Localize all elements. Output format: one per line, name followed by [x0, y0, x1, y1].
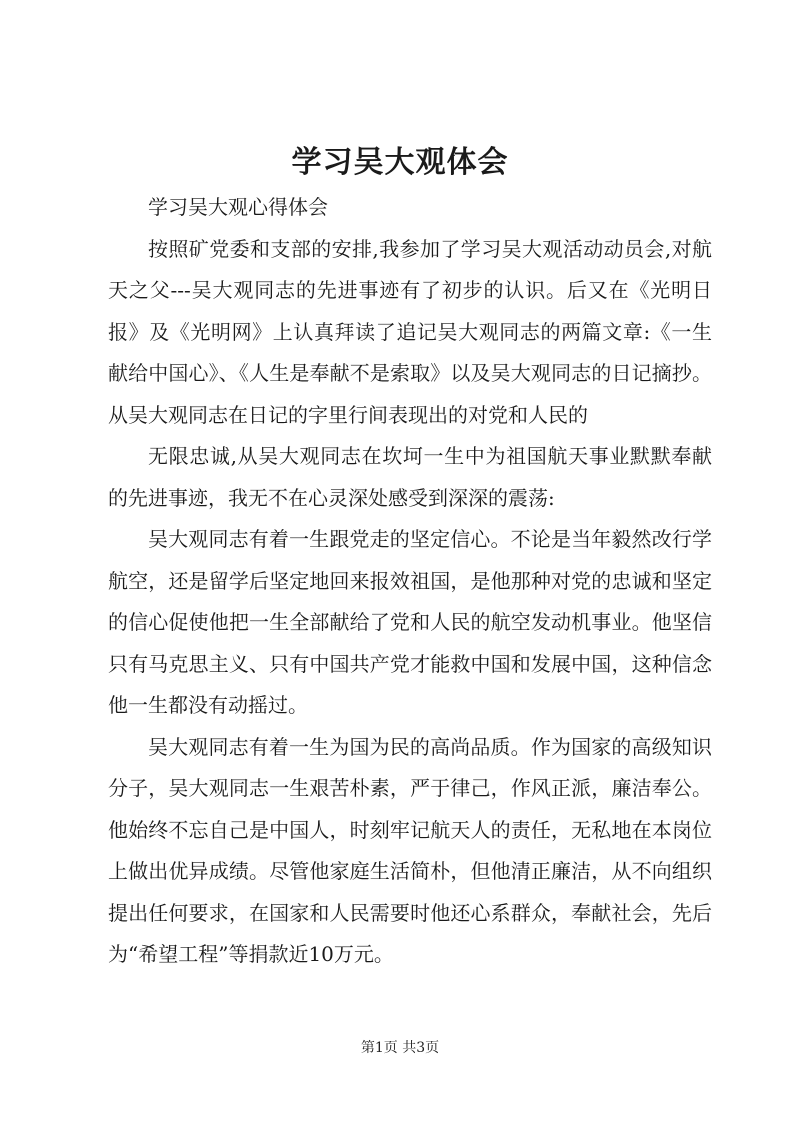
paragraph-4: 吴大观同志有着一生为国为民的高尚品质。作为国家的高级知识分子，吴大观同志一生艰苦朴素，严于律己，作风正派，廉洁奉公。他始终不忘自己是中国人，时刻牢记航天人的责任，无私地在本岗位上做出优异成绩。尽管他家庭生活简朴，但他清正廉洁，从不向组织提出任何要求，在国家和人民需要时他还心系群众，奉献社会，先后为“希望工程”等捐款近10万元。	[108, 734, 712, 966]
paragraph-2: 无限忠诚,从吴大观同志在坎坷一生中为祖国航天事业默默奉献的先进事迹，我无不在心灵深处感受到深深的震荡:	[108, 444, 712, 510]
paragraph-subtitle: 学习吴大观心得体会	[148, 195, 328, 219]
page-footer: 第1页 共3页	[360, 1040, 440, 1056]
paragraph-1: 按照矿党委和支部的安排,我参加了学习吴大观活动动员会,对航天之父---吴大观同志的先进事迹有了初步的认识。后又在《光明日报》及《光明网》上认真拜读了追记吴大观同志的两篇文章:《一生献给中国心》、《人生是奉献不是索取》以及吴大观同志的日记摘抄。从吴大观同志在日记的字里行间表现出的对党和人民的	[108, 236, 712, 427]
paragraph-3: 吴大观同志有着一生跟党走的坚定信心。不论是当年毅然改行学航空，还是留学后坚定地回来报效祖国，是他那种对党的忠诚和坚定的信心促使他把一生全部献给了党和人民的航空发动机事业。他坚信只有马克思主义、只有中国共产党才能救中国和发展中国，这种信念他一生都没有动摇过。	[108, 527, 712, 717]
document-title: 学习吴大观体会	[291, 145, 509, 180]
document-body	[108, 187, 712, 976]
